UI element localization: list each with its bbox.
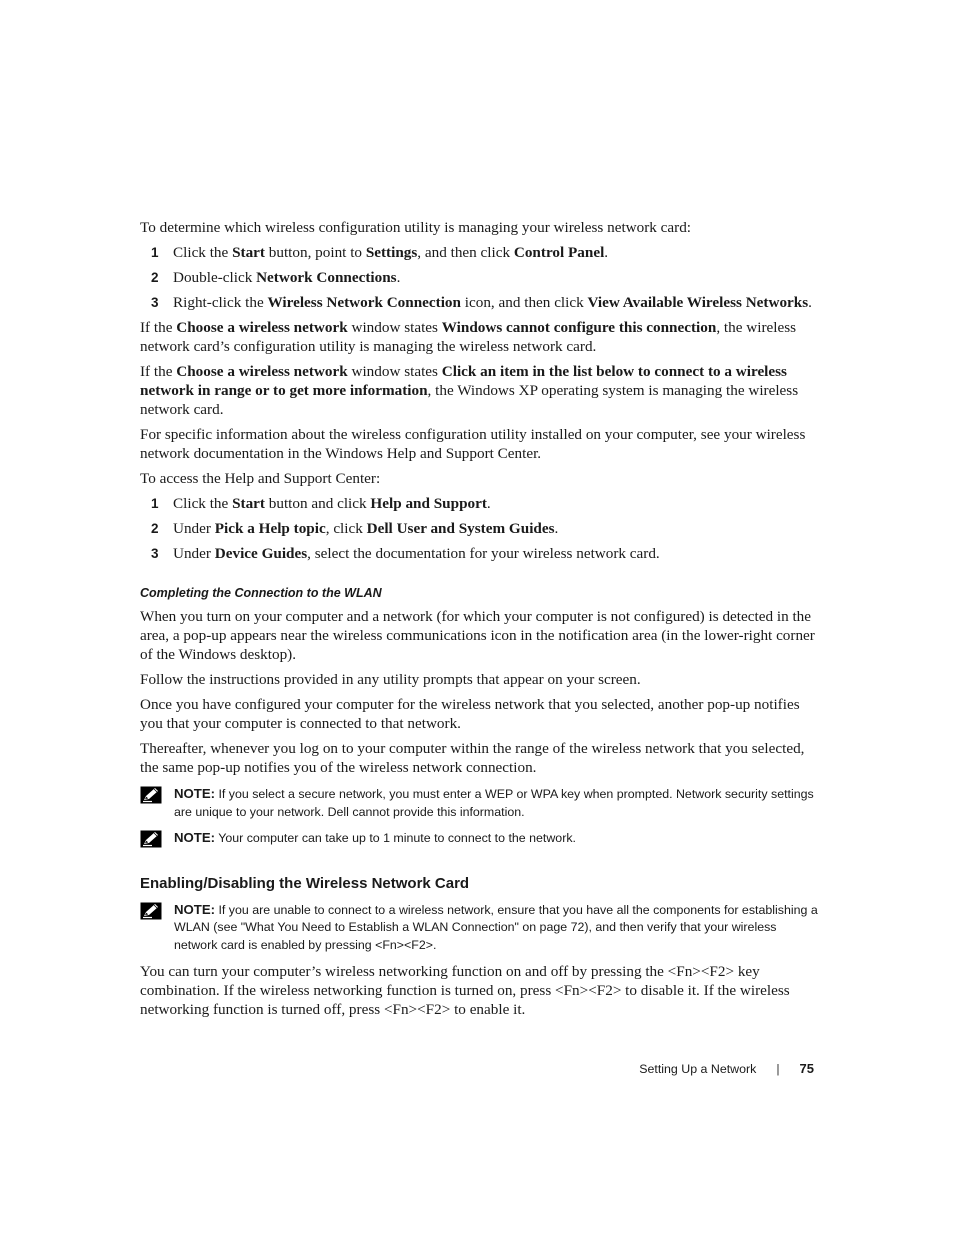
step-text: Under Pick a Help topic, click Dell User and System Guides. bbox=[173, 520, 559, 537]
list-item bbox=[140, 544, 820, 563]
footer-separator: | bbox=[776, 1061, 780, 1076]
step-number: 1 bbox=[151, 496, 159, 511]
step-number: 3 bbox=[151, 546, 159, 561]
body-paragraph: Follow the instructions provided in any utility prompts that appear on your screen. bbox=[140, 671, 641, 688]
page-footer bbox=[639, 1061, 814, 1076]
list-item bbox=[140, 494, 820, 513]
note-text: NOTE: If you are unable to connect to a wireless network, ensure that you have all the components for establishing a WLAN (see "What You Need to Establish a WLAN Connection" on page 72), and then verify that your wireless network card is enabled by pressing <Fn><F2>. bbox=[174, 901, 818, 952]
note-pencil-icon bbox=[140, 829, 174, 854]
intro-paragraph: To determine which wireless configuration utility is managing your wireless network card: bbox=[140, 219, 692, 236]
body-paragraph: If the Choose a wireless network window states Windows cannot configure this connection, the wireless network card’s configuration utility is managing the wireless network card. bbox=[140, 319, 797, 355]
note-pencil-icon bbox=[140, 785, 174, 810]
body-paragraph: When you turn on your computer and a network (for which your computer is not configured) is detected in the area, a pop-up appears near the wireless communications icon in the notification area (in the lower-right corner of the Windows desktop). bbox=[140, 608, 815, 663]
list-item bbox=[140, 519, 820, 538]
list-item bbox=[140, 243, 820, 262]
footer-section-title: Setting Up a Network bbox=[639, 1061, 757, 1076]
step-number: 2 bbox=[151, 521, 159, 536]
step-text: Double-click Network Connections. bbox=[173, 269, 401, 286]
subheading: Completing the Connection to the WLAN bbox=[140, 586, 382, 600]
step-number: 3 bbox=[151, 295, 159, 310]
step-text: Click the Start button, point to Settings, and then click Control Panel. bbox=[173, 244, 609, 261]
note-pencil-icon bbox=[140, 901, 174, 926]
step-number: 1 bbox=[151, 245, 159, 260]
note-block bbox=[140, 901, 820, 955]
note-block bbox=[140, 829, 820, 854]
body-paragraph: To access the Help and Support Center: bbox=[140, 470, 381, 487]
body-paragraph: Once you have configured your computer for the wireless network that you selected, another pop-up notifies you that your computer is connected to that network. bbox=[140, 696, 800, 732]
body-paragraph: Thereafter, whenever you log on to your computer within the range of the wireless network that you selected, the same pop-up notifies you of the wireless network connection. bbox=[140, 740, 805, 776]
list-item bbox=[140, 268, 820, 287]
step-text: Under Device Guides, select the documentation for your wireless network card. bbox=[173, 545, 660, 562]
page-content bbox=[140, 218, 820, 1025]
body-paragraph: You can turn your computer’s wireless networking function on and off by pressing the <Fn><F2> key combination. If the wireless networking function is turned on, press <Fn><F2> to disable it. If the wireless networking function is turned off, press <Fn><F2> to enable it. bbox=[140, 963, 790, 1018]
step-number: 2 bbox=[151, 270, 159, 285]
note-text: NOTE: Your computer can take up to 1 minute to connect to the network. bbox=[174, 830, 576, 845]
section-heading: Enabling/Disabling the Wireless Network Card bbox=[140, 874, 470, 892]
note-text: NOTE: If you select a secure network, you must enter a WEP or WPA key when prompted. Network security settings are unique to your network. Dell cannot provide this information. bbox=[174, 786, 814, 819]
list-item bbox=[140, 293, 820, 312]
body-paragraph: For specific information about the wireless configuration utility installed on your computer, see your wireless network documentation in the Windows Help and Support Center. bbox=[140, 426, 806, 462]
step-text: Click the Start button and click Help and Support. bbox=[173, 495, 491, 512]
note-block bbox=[140, 785, 820, 821]
body-paragraph: If the Choose a wireless network window states Click an item in the list below to connect to a wireless network in range or to get more information, the Windows XP operating system is managing the wireless network card. bbox=[140, 363, 799, 418]
step-text: Right-click the Wireless Network Connection icon, and then click View Available Wireless Networks. bbox=[173, 294, 812, 311]
page-number: 75 bbox=[799, 1061, 814, 1076]
